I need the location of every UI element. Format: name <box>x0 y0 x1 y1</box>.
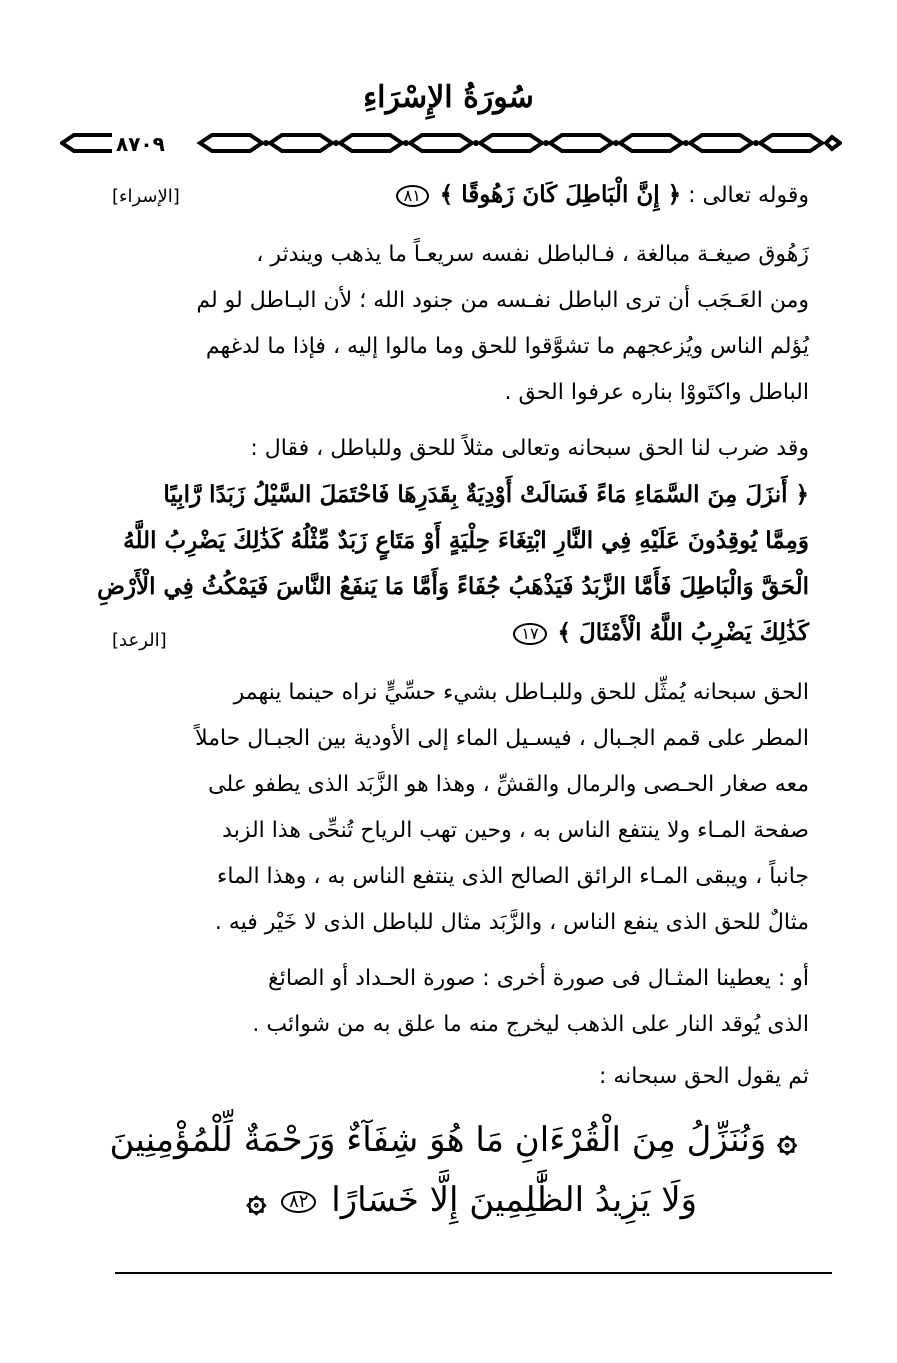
para3-line-2: المطر على قمم الجـبال ، فيسـيل الماء إلى الأودية بين الجبـال حاملاً <box>195 726 809 751</box>
para1-line-3: يُؤلم الناس ويُزعجهم ما تشوَّقوا للحق وما مالوا إليه ، فإذا ما لدغهم <box>205 334 809 359</box>
para1-line-4: الباطل واكتَووْا بناره عرفوا الحق . <box>504 380 809 405</box>
chain-ornament-icon <box>60 128 842 158</box>
verse-17-final-text: كَذَٰلِكَ يَضْرِبُ اللَّهُ الْأَمْثَالَ ﴾ <box>557 619 809 646</box>
verse-17-line-3: الْحَقَّ وَالْبَاطِلَ فَأَمَّا الزَّبَدُ فَيَذْهَبُ جُفَاءً وَأَمَّا مَا يَنفَعُ النَّاسَ فَيَمْكُثُ فِي الْأَرْضِ <box>97 573 809 600</box>
verse-17-line-2: وَمِمَّا يُوقِدُونَ عَلَيْهِ فِي النَّارِ ابْتِغَاءَ حِلْيَةٍ أَوْ مَتَاعٍ زَبَدٌ مِّثْلُهُ كَذَٰلِكَ يَضْرِبُ اللَّهُ <box>123 527 809 554</box>
para3-line-1: الحق سبحانه يُمثِّل للحق وللبـاطل بشيء حسِّيٍّ نراه حينما ينهمر <box>233 680 809 705</box>
verse-intro: وقوله تعالى : <box>688 183 809 208</box>
verse-82-text-1: وَنُنَزِّلُ مِنَ الْقُرْءَانِ مَا هُوَ شِفَآءٌ وَرَحْمَةٌ لِّلْمُؤْمِنِينَ <box>109 1120 767 1160</box>
verse-81-reference: [الإسراء] <box>112 186 180 207</box>
surah-title: سُورَةُ الإِسْرَاءِ <box>363 80 534 115</box>
ornate-close-bracket-icon: ۞ <box>246 1180 267 1220</box>
para3-line-3: معه صغار الحـصى والرمال والقشِّ ، وهذا هو الزَّبَد الذى يطفو على <box>208 772 809 797</box>
ayah-number-81: ٨١ <box>396 185 429 207</box>
verse-81-text: ﴿ إِنَّ الْبَاطِلَ كَانَ زَهُوقًا ﴾ <box>439 181 682 208</box>
para4-line-1: أو : يعطينا المثـال فى صورة أخرى : صورة الحـداد أو الصائغ <box>268 966 809 991</box>
ayah-number-82: ٨٢ <box>281 1191 316 1213</box>
para3-line-6: مثالٌ للحق الذى ينفع الناس ، والزَّبَد مثال للباطل الذى لا خَيْر فيه . <box>214 910 809 935</box>
verse-17-line-1: ﴿ أَنزَلَ مِنَ السَّمَاءِ مَاءً فَسَالَتْ أَوْدِيَةٌ بِقَدَرِهَا فَاحْتَمَلَ السَّيْلُ زَبَدًا رَّابِيًا <box>163 481 809 508</box>
ornamental-header-band <box>60 128 842 158</box>
para3-line-5: جانباً ، ويبقى المـاء الرائق الصالح الذى ينتفع الناس به ، وهذا الماء <box>216 864 809 889</box>
para1-line-1: زَهُوق صيغـة مبالغة ، فـالباطل نفسه سريعـاً ما يذهب ويندثر ، <box>256 242 809 267</box>
verse-17-line-4 <box>509 618 809 649</box>
verse-82-text-2: وَلَا يَزِيدُ الظَّٰلِمِينَ إِلَّا خَسَارًا <box>331 1180 697 1220</box>
ornate-open-bracket-icon: ۞ <box>777 1120 797 1160</box>
verse-82-line-2 <box>246 1178 697 1222</box>
verse-17-reference: [الرعد] <box>112 630 167 651</box>
ayah-number-17: ١٧ <box>513 623 546 645</box>
para3-line-4: صفحة المـاء ولا ينتفع الناس به ، وحين تهب الرياح تُنحِّى هذا الزبد <box>222 818 809 843</box>
para4-line-2: الذى يُوقد النار على الذهب ليخرج منه ما علق به من شوائب . <box>252 1012 809 1037</box>
para5-line: ثم يقول الحق سبحانه : <box>598 1064 809 1089</box>
footer-rule <box>115 1272 832 1274</box>
para1-line-2: ومن العَـجَب أن ترى الباطل نفـسه من جنود الله ؛ لأن البـاطل لو لم <box>196 288 809 313</box>
para2-line: وقد ضرب لنا الحق سبحانه وتعالى مثلاً للحق وللباطل ، فقال : <box>250 436 809 461</box>
verse-81-line <box>392 180 809 211</box>
page-number: ٨٧٠٩ <box>112 132 169 156</box>
verse-82-line-1 <box>109 1118 797 1162</box>
